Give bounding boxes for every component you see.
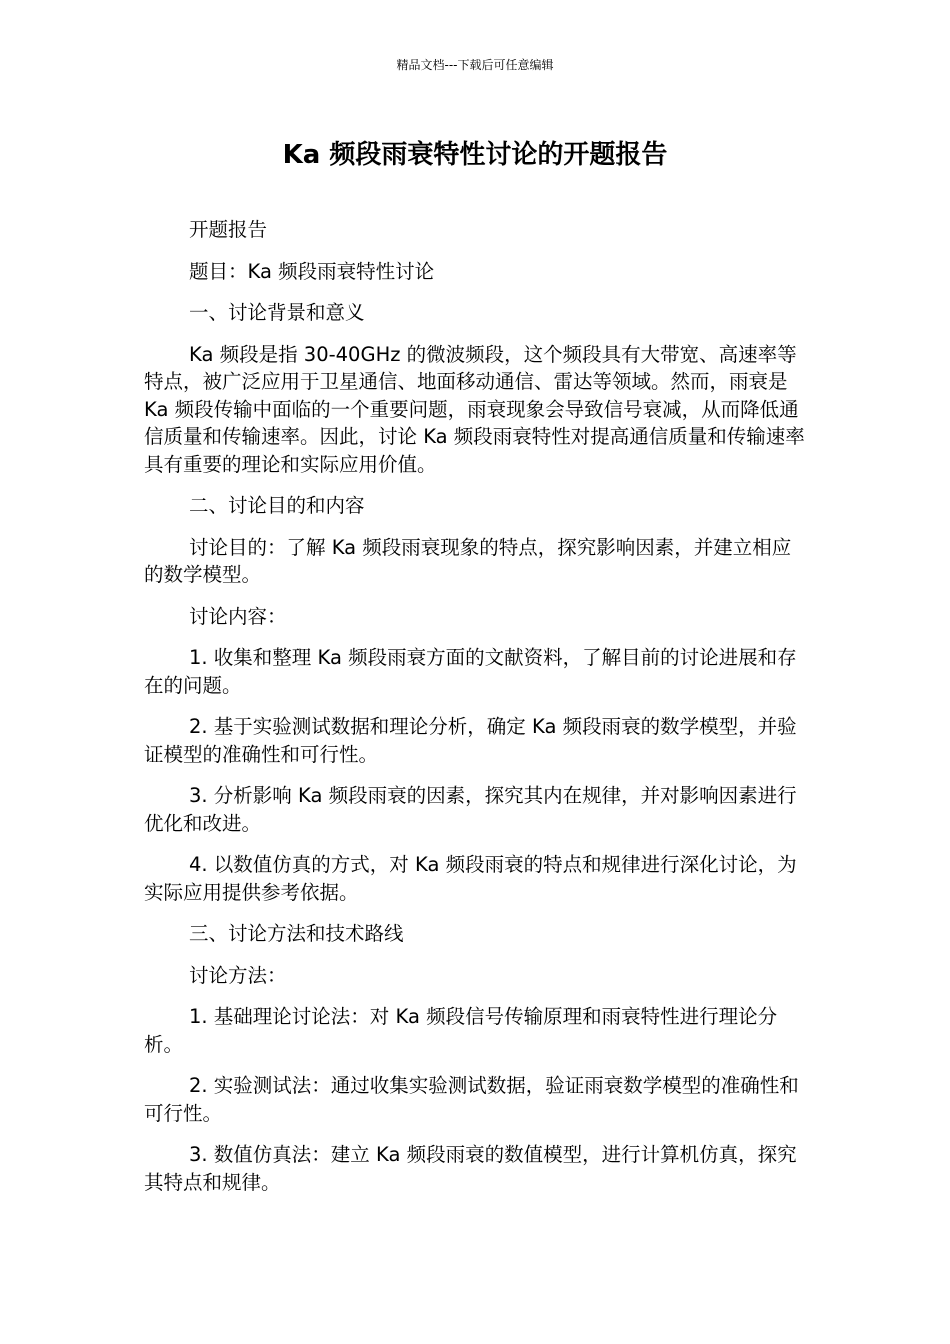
section-label: 开题报告 — [189, 218, 268, 241]
section-heading-methods: 三、讨论方法和技术路线 — [189, 922, 404, 945]
page-header-note: 精品文档---下载后可任意编辑 — [396, 58, 554, 72]
method-item: 2. 实验测试法：通过收集实验测试数据，验证雨衰数学模型的准确性和可行性。 — [144, 1074, 799, 1125]
topic-line: 题目：Ka 频段雨衰特性讨论 — [189, 259, 435, 283]
methods-label: 讨论方法： — [189, 963, 287, 987]
content-item: 4. 以数值仿真的方式，对 Ka 频段雨衰的特点和规律进行深化讨论，为实际应用提供参考依据。 — [144, 853, 797, 904]
section-heading-goals: 二、讨论目的和内容 — [189, 494, 365, 517]
paragraph-goal: 讨论目的：了解 Ka 频段雨衰现象的特点，探究影响因素，并建立相应的数学模型。 — [144, 535, 792, 586]
document-body — [144, 216, 808, 1210]
content-item: 2. 基于实验测试数据和理论分析，确定 Ka 频段雨衰的数学模型，并验证模型的准确性和可行性。 — [144, 715, 797, 766]
method-item: 1. 基础理论讨论法：对 Ka 频段信号传输原理和雨衰特性进行理论分析。 — [144, 1005, 778, 1056]
document-title: Ka 频段雨衰特性讨论的开题报告 — [282, 140, 668, 170]
content-label: 讨论内容： — [189, 604, 287, 628]
paragraph-background: Ka 频段是指 30-40GHz 的微波频段，这个频段具有大带宽、高速率等特点，被广泛应用于卫星通信、地面移动通信、雷达等领域。然而，雨衰是 Ka 频段传输中面临的一个重要问题，雨衰现象会导致信号衰减，从而降低通信质量和传输速率。因此，讨论 Ka 频段雨衰特性对提高通信质量和传输速率具有重要的理论和实际应用价值。 — [144, 342, 805, 476]
content-item: 3. 分析影响 Ka 频段雨衰的因素，探究其内在规律，并对影响因素进行优化和改进。 — [144, 784, 797, 835]
method-item: 3. 数值仿真法：建立 Ka 频段雨衰的数值模型，进行计算机仿真，探究其特点和规律。 — [144, 1143, 797, 1194]
content-item: 1. 收集和整理 Ka 频段雨衰方面的文献资料，了解目前的讨论进展和存在的问题。 — [144, 646, 797, 697]
section-heading-background: 一、讨论背景和意义 — [189, 301, 365, 324]
